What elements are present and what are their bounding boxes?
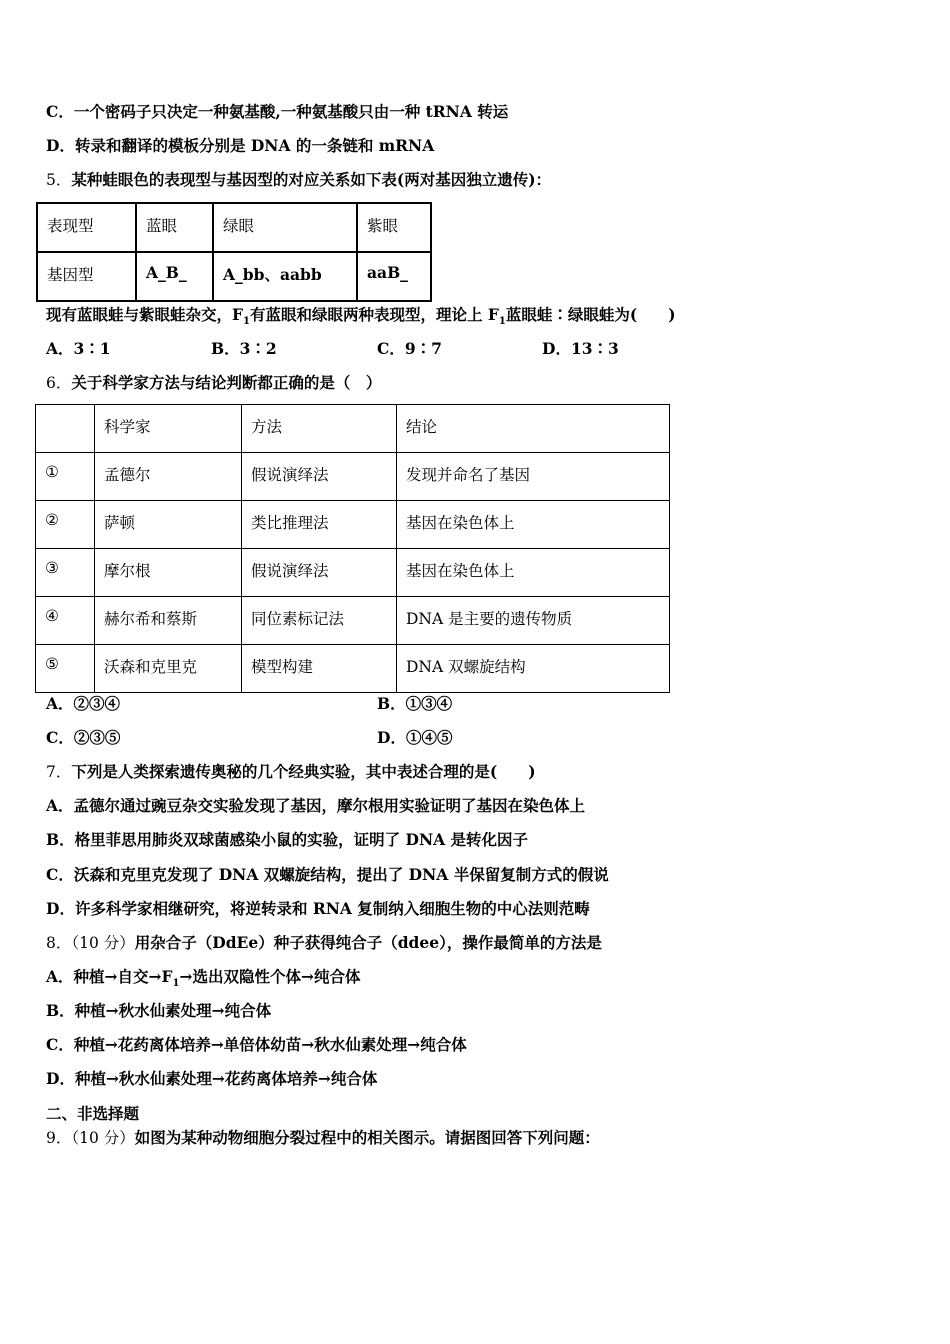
- table-cell: 摩尔根: [95, 549, 242, 597]
- q8-option-a-part: →选出双隐性个体→纯合体: [179, 967, 361, 986]
- q6-stem-text: 关于科学家方法与结论判断都正确的是（ ）: [71, 373, 382, 392]
- table-cell: ②: [36, 501, 95, 549]
- q5-followup: [46, 305, 676, 332]
- table-cell: A_bb、aabb: [213, 252, 357, 301]
- q6-scientist-table: [35, 404, 670, 693]
- table-cell: 绿眼: [213, 203, 357, 252]
- q5-genotype-table: [36, 202, 432, 302]
- q5-option-c: C．9∶7: [377, 339, 442, 358]
- table-cell: 基因在染色体上: [397, 549, 670, 597]
- table-row: [36, 645, 670, 693]
- q6-option-c: C．②③⑤: [46, 728, 121, 747]
- table-cell: A_B_: [136, 252, 213, 301]
- table-cell: 孟德尔: [95, 453, 242, 501]
- q6-number: 6．: [46, 374, 72, 392]
- table-cell: 赫尔希和蔡斯: [95, 597, 242, 645]
- table-cell: DNA 双螺旋结构: [397, 645, 670, 693]
- q5-stem: [46, 170, 551, 190]
- q8-number: 8．（10 分）: [46, 934, 135, 952]
- q7-option-d: D．许多科学家相继研究，将逆转录和 RNA 复制纳入细胞生物的中心法则范畴: [46, 899, 590, 918]
- q5-option-b: B．3∶2: [211, 339, 277, 358]
- q8-option-c: C．种植→花药离体培养→单倍体幼苗→秋水仙素处理→纯合体: [46, 1035, 467, 1054]
- q6-option-a: A．②③④: [46, 694, 121, 713]
- q6-stem: [46, 373, 381, 393]
- table-cell: 蓝眼: [136, 203, 213, 252]
- table-row: [36, 501, 670, 549]
- table-cell: 同位素标记法: [242, 597, 397, 645]
- table-cell: 假说演绎法: [242, 453, 397, 501]
- q7-option-b: B．格里菲思用肺炎双球菌感染小鼠的实验，证明了 DNA 是转化因子: [46, 830, 529, 849]
- table-cell: 发现并命名了基因: [397, 453, 670, 501]
- q7-stem-text: 下列是人类探索遗传奥秘的几个经典实验，其中表述合理的是( ): [71, 762, 536, 781]
- table-row: [36, 453, 670, 501]
- table-cell: 结论: [397, 405, 670, 453]
- q8-option-a-part: A．种植→自交→F: [46, 967, 173, 986]
- table-cell: 沃森和克里克: [95, 645, 242, 693]
- table-cell: 类比推理法: [242, 501, 397, 549]
- table-cell: DNA 是主要的遗传物质: [397, 597, 670, 645]
- q5-number: 5．: [46, 171, 72, 189]
- q5-option-a: A．3∶1: [46, 339, 111, 358]
- subscript: 1: [172, 978, 180, 990]
- q5-followup-part: 蓝眼蛙∶绿眼蛙为( ): [505, 305, 676, 324]
- table-header-row: [36, 405, 670, 453]
- table-cell: 科学家: [95, 405, 242, 453]
- q8-option-b: B．种植→秋水仙素处理→纯合体: [46, 1001, 272, 1020]
- q6-option-d: D．①④⑤: [377, 728, 453, 747]
- table-cell: ④: [36, 597, 95, 645]
- section-heading: 二、非选择题: [46, 1104, 140, 1123]
- table-row: [37, 252, 431, 301]
- table-row: [36, 549, 670, 597]
- table-cell: ⑤: [36, 645, 95, 693]
- table-row: [36, 597, 670, 645]
- table-cell: 萨顿: [95, 501, 242, 549]
- q5-followup-part: 有蓝眼和绿眼两种表现型，理论上 F: [249, 305, 499, 324]
- table-cell: [36, 405, 95, 453]
- table-cell: 基因型: [37, 252, 136, 301]
- table-cell: 表现型: [37, 203, 136, 252]
- q7-number: 7．: [46, 763, 72, 781]
- q4-option-d: D．转录和翻译的模板分别是 DNA 的一条链和 mRNA: [46, 136, 435, 155]
- q8-option-a: [46, 967, 360, 994]
- subscript: 1: [498, 316, 506, 328]
- q7-stem: [46, 762, 536, 782]
- table-row: [37, 203, 431, 252]
- table-cell: 方法: [242, 405, 397, 453]
- q5-option-d: D．13∶3: [542, 339, 619, 358]
- q5-stem-text: 某种蛙眼色的表现型与基因型的对应关系如下表(两对基因独立遗传)：: [71, 170, 552, 189]
- q8-option-d: D．种植→秋水仙素处理→花药离体培养→纯合体: [46, 1069, 378, 1088]
- q8-stem: [46, 933, 602, 953]
- q5-followup-part: 现有蓝眼蛙与紫眼蛙杂交，F: [46, 305, 244, 324]
- q6-option-b: B．①③④: [377, 694, 453, 713]
- q7-option-c: C．沃森和克里克发现了 DNA 双螺旋结构，提出了 DNA 半保留复制方式的假说: [46, 865, 609, 884]
- q8-stem-text: 用杂合子（DdEe）种子获得纯合子（ddee），操作最简单的方法是: [134, 933, 602, 952]
- table-cell: 假说演绎法: [242, 549, 397, 597]
- table-cell: ①: [36, 453, 95, 501]
- q9-stem: [46, 1128, 600, 1148]
- q9-number: 9．（10 分）: [46, 1129, 135, 1147]
- q7-option-a: A．孟德尔通过豌豆杂交实验发现了基因，摩尔根用实验证明了基因在染色体上: [46, 796, 586, 815]
- table-cell: 紫眼: [357, 203, 431, 252]
- table-cell: 模型构建: [242, 645, 397, 693]
- table-cell: aaB_: [357, 252, 431, 301]
- table-cell: 基因在染色体上: [397, 501, 670, 549]
- q4-option-c: C．一个密码子只决定一种氨基酸,一种氨基酸只由一种 tRNA 转运: [46, 102, 509, 121]
- table-cell: ③: [36, 549, 95, 597]
- subscript: 1: [243, 316, 250, 328]
- q9-stem-text: 如图为某种动物细胞分裂过程中的相关图示。请据图回答下列问题：: [134, 1128, 600, 1147]
